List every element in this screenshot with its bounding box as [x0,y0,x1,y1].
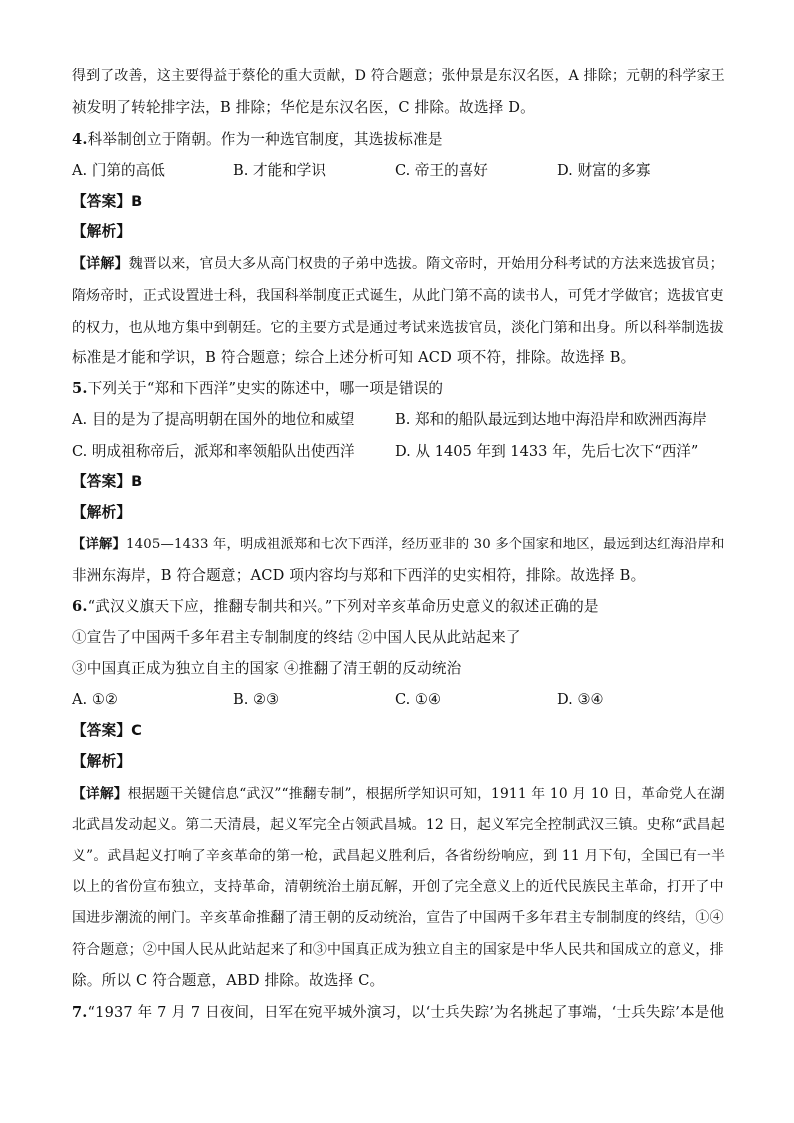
question-7 [72,1003,724,1023]
explanation-line: 除。所以 C 符合题意，ABD 排除。故选择 C。 [72,972,385,989]
explanation-line: 义”。武昌起义打响了辛亥革命的第一枪，武昌起义胜利后，各省纷纷响应，到 11 月下旬，全国已有一半 [72,848,726,864]
option-b: B. 郑和的船队最远到达地中海沿岸和欧洲西海岸 [395,411,707,428]
explanation-line: 国进步潮流的闸门。辛亥革命推翻了清王朝的反动统治，宣告了中国两千多年君主专制制度的终结，①④ [72,910,724,926]
question-number: 6. [72,598,88,615]
option-b: B. ②③ [233,691,280,708]
question-number: 5. [72,380,88,397]
answer-label: 【答案】B [72,473,143,490]
text-line: 得到了改善，这主要得益于蔡伦的重大贡献，D 符合题意；张仲景是东汉名医，A 排除；元朝的科学家王 [72,68,725,84]
explanation-line: 【详解】魏晋以来，官员大多从高门权贵的子弟中选拔。隋文帝时，开始用分科考试的方法来选拔官员； [72,256,724,272]
question-4 [72,130,724,150]
question-stem: “1937 年 7 月 7 日夜间，日军在宛平城外演习，以‘士兵失踪’为名挑起了事端，‘士兵失踪’本是他 [87,1005,725,1021]
statement-line: ①宣告了中国两千多年君主专制制度的终结 ②中国人民从此站起来了 [72,629,521,646]
explanation-line: 非洲东海岸，B 符合题意；ACD 项内容均与郑和下西洋的史实相符，排除。故选择 B。 [72,567,646,584]
explanation-line: 北武昌发动起义。第二天清晨，起义军完全占领武昌城。12 日，起义军完全控制武汉三镇。史称“武昌起 [72,817,725,833]
explanation-line: 【详解】根据题干关键信息“武汉”“推翻专制”，根据所学知识可知，1911 年 10 月 10 日，革命党人在湖 [72,786,725,802]
option-c: C. ①④ [395,691,442,708]
explanation-line: 标准是才能和学识，B 符合题意；综合上述分析可知 ACD 项不符，排除。故选择 B。 [72,349,636,366]
explanation-line: 隋炀帝时，正式设置进士科，我国科举制度正式诞生，从此门第不高的读书人，可凭才学做官；选拔官吏 [72,288,724,304]
option-a: A. 门第的高低 [72,162,165,179]
option-c: C. 帝王的喜好 [395,162,488,179]
question-6 [72,597,724,617]
option-d: D. 财富的多寡 [557,162,651,179]
analysis-label: 【解析】 [72,223,132,240]
option-d: D. 从 1405 年到 1433 年，先后七次下“西洋” [395,443,699,460]
text-line: 祯发明了转轮排字法，B 排除；华佗是东汉名医，C 排除。故选择 D。 [72,99,535,116]
explanation-line: 以上的省份宣布独立，支持革命，清朝统治土崩瓦解，开创了完全意义上的近代民族民主革命，打开了中 [72,879,724,895]
option-d: D. ③④ [557,691,604,708]
explanation-line: 符合题意；②中国人民从此站起来了和③中国真正成为独立自主的国家是中华人民共和国成立的意义，排 [72,942,724,958]
explanation-line: 【详解】1405—1433 年，明成祖派郑和七次下西洋，经历亚非的 30 多个国家和地区，最远到达红海沿岸和 [72,537,725,552]
question-stem: 科举制创立于隋朝。作为一种选官制度，其选拔标准是 [87,131,443,148]
question-stem: 下列关于“郑和下西洋”史实的陈述中，哪一项是错误的 [87,380,444,397]
question-number: 7. [72,1004,88,1021]
explanation-label: 【详解】 [72,256,129,272]
explanation-label: 【详解】 [72,786,128,802]
question-stem: “武汉义旗天下应，推翻专制共和兴。”下列对辛亥革命历史意义的叙述正确的是 [87,598,599,615]
statement-line: ③中国真正成为独立自主的国家 ④推翻了清王朝的反动统治 [72,660,462,677]
option-a: A. 目的是为了提高明朝在国外的地位和威望 [72,411,355,428]
option-a: A. ①② [72,691,118,708]
explanation-label: 【详解】 [72,537,126,552]
explanation-line: 的权力，也从地方集中到朝廷。它的主要方式是通过考试来选拔官员，淡化门第和出身。所以科举制选拔 [72,320,724,336]
question-5 [72,379,724,399]
answer-label: 【答案】B [72,193,143,210]
analysis-label: 【解析】 [72,753,132,770]
question-number: 4. [72,131,88,148]
analysis-label: 【解析】 [72,504,132,521]
option-c: C. 明成祖称帝后，派郑和率领船队出使西洋 [72,443,355,460]
answer-label: 【答案】C [72,722,143,739]
option-b: B. 才能和学识 [233,162,326,179]
